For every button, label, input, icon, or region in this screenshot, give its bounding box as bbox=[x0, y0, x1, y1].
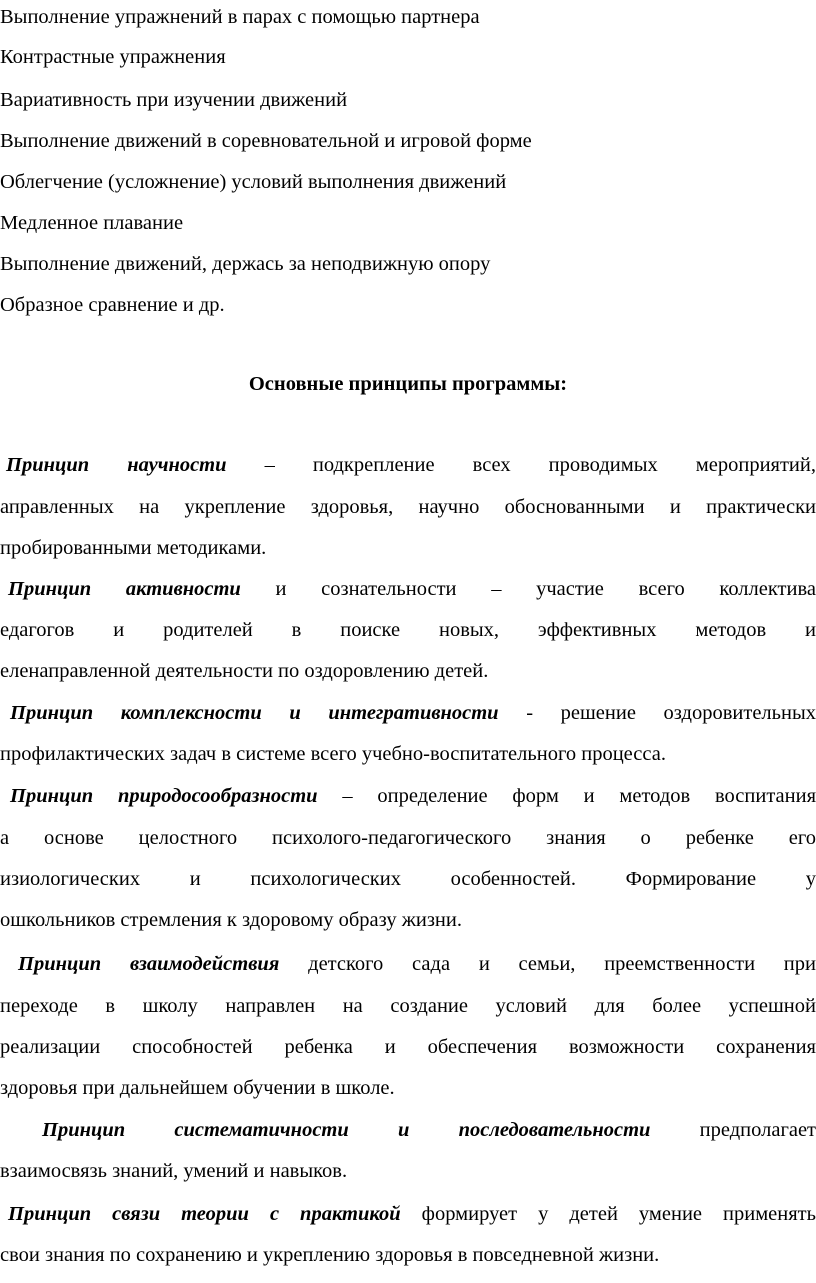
principle-first-line bbox=[0, 579, 816, 600]
principle-line: переходе в школу направлен на создание условий для более успешной bbox=[0, 995, 816, 1017]
principle-line: здоровья при дальнейшем обучении в школе. bbox=[0, 1077, 395, 1099]
principle-term: Принцип взаимодействия bbox=[18, 953, 280, 975]
principle-line: реализации способностей ребенка и обеспечения возможности сохранения bbox=[0, 1036, 816, 1058]
principle-first-line bbox=[0, 1204, 816, 1225]
principle-text: формирует у детей умение применять bbox=[400, 1203, 816, 1225]
principle-line: взаимосвязь знаний, умений и навыков. bbox=[0, 1160, 348, 1182]
principle-line: аправленных на укрепление здоровья, научно обоснованными и практически bbox=[0, 496, 816, 518]
list-item: Медленное плавание bbox=[0, 212, 184, 234]
principle-line: а основе целостного психолого-педагогического знания о ребенке его bbox=[0, 827, 816, 849]
principle-term: Принцип систематичности и последовательности bbox=[42, 1119, 651, 1141]
principle-line: еленаправленной деятельности по оздоровлению детей. bbox=[0, 660, 489, 682]
principle-text: – определение форм и методов воспитания bbox=[317, 785, 816, 807]
list-item: Образное сравнение и др. bbox=[0, 294, 225, 316]
principle-term: Принцип комплексности и интегративности bbox=[10, 702, 499, 724]
principle-text: - решение оздоровительных bbox=[498, 702, 816, 724]
principle-line: изиологических и психологических особенностей. Формирование у bbox=[0, 868, 816, 890]
principle-first-line bbox=[0, 786, 816, 807]
principle-line: ошкольников стремления к здоровому образу жизни. bbox=[0, 909, 462, 931]
principle-line: свои знания по сохранению и укреплению здоровья в повседневной жизни. bbox=[0, 1244, 660, 1266]
principle-line: едагогов и родителей в поиске новых, эффективных методов и bbox=[0, 619, 816, 641]
list-item: Контрастные упражнения bbox=[0, 46, 226, 68]
principle-text: детского сада и семьи, преемственности при bbox=[279, 953, 816, 975]
principle-text: предполагает bbox=[650, 1119, 816, 1141]
principle-text: – подкрепление всех проводимых мероприятий, bbox=[226, 454, 816, 476]
list-item: Облегчение (усложнение) условий выполнения движений bbox=[0, 171, 507, 193]
list-item: Выполнение движений в соревновательной и игровой форме bbox=[0, 130, 532, 152]
list-item: Вариативность при изучении движений bbox=[0, 89, 348, 111]
principle-first-line bbox=[0, 455, 816, 476]
principle-first-line bbox=[0, 954, 816, 975]
list-item: Выполнение движений, держась за неподвижную опору bbox=[0, 253, 491, 275]
principle-first-line bbox=[0, 703, 816, 724]
principle-term: Принцип активности bbox=[8, 578, 241, 600]
list-item: Выполнение упражнений в парах с помощью партнера bbox=[0, 6, 480, 28]
principle-line: пробированными методиками. bbox=[0, 537, 267, 559]
principle-term: Принцип научности bbox=[6, 454, 227, 476]
principle-first-line bbox=[0, 1120, 816, 1141]
principle-term: Принцип связи теории с практикой bbox=[8, 1203, 401, 1225]
section-heading: Основные принципы программы: bbox=[248, 373, 568, 395]
principle-term: Принцип природосообразности bbox=[10, 785, 318, 807]
principle-line: профилактических задач в системе всего учебно-воспитательного процесса. bbox=[0, 743, 666, 765]
principle-text: и сознательности – участие всего коллектива bbox=[240, 578, 816, 600]
